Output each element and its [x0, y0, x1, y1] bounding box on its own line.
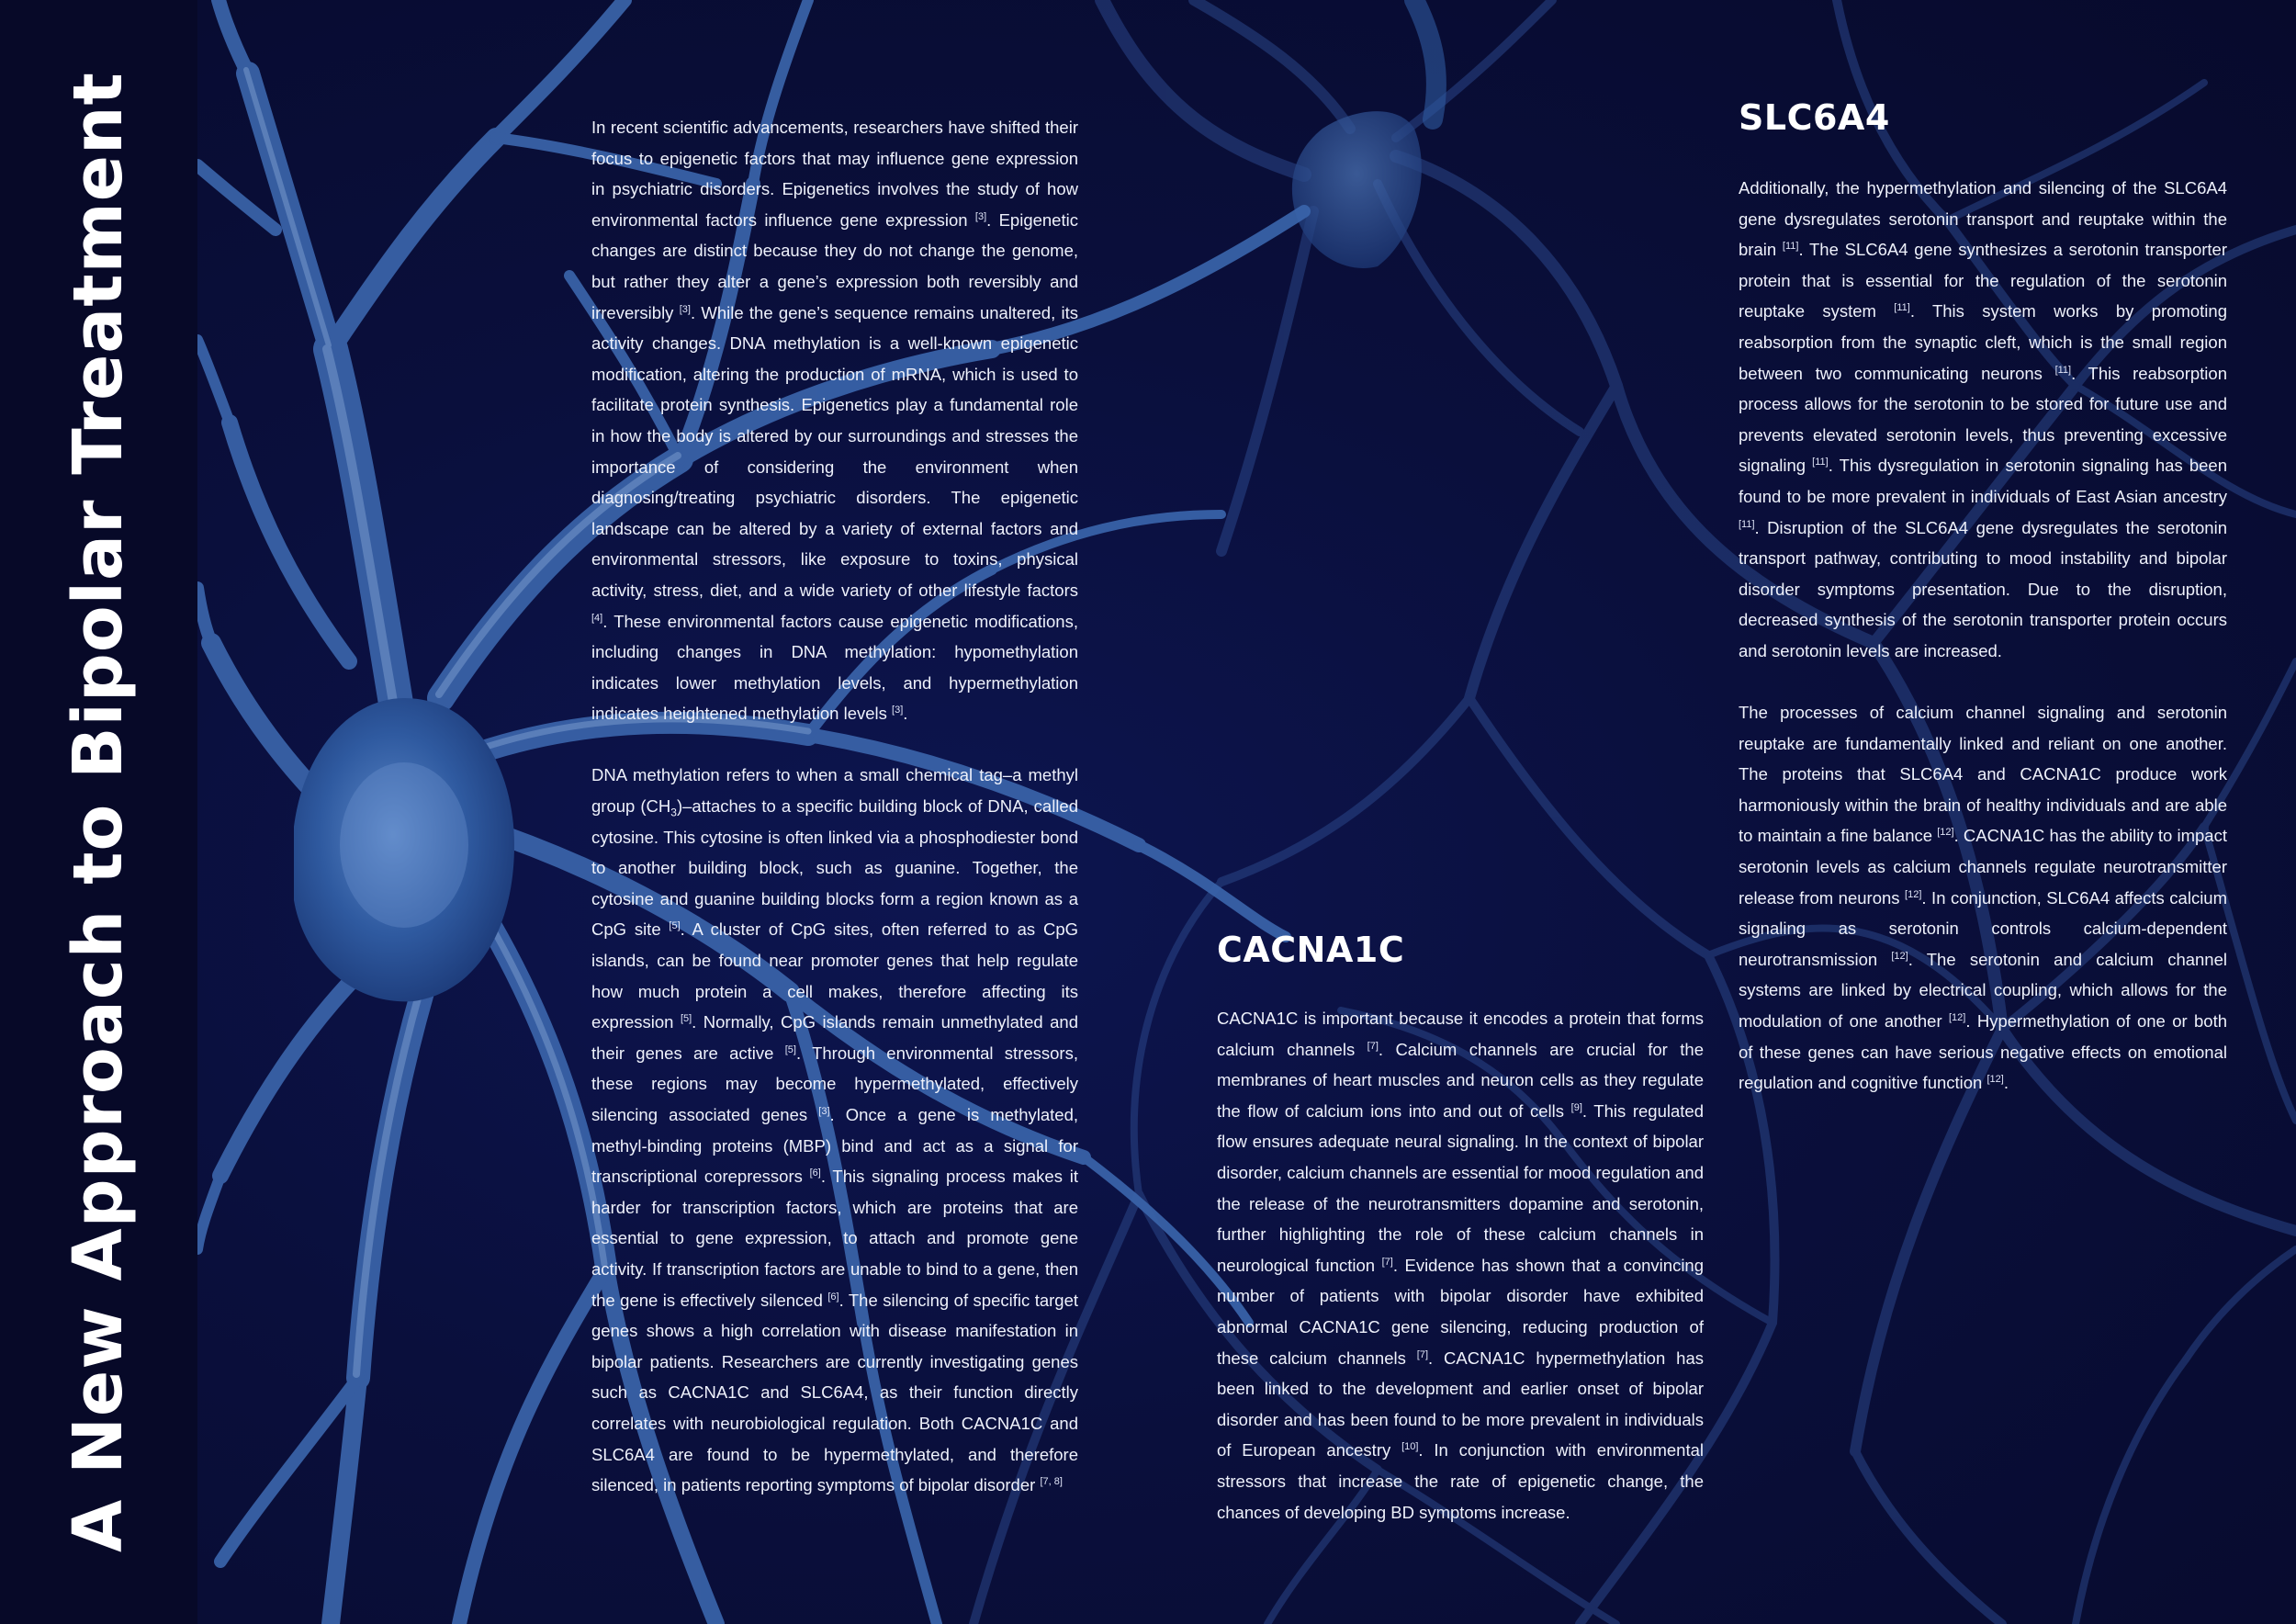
text-run: . Epigenetic changes are distinct because they do not change the genome, but rather they alter a gene’s expression both reversibly and irreversibly — [591, 209, 1078, 322]
text-run: DNA methylation refers to when a small chemical tag–a methyl group (CH — [591, 765, 1078, 817]
text-run: . CACNA1C hypermethylation has been linked to the development and earlier onset of bipolar disorder and has been found to be more prevalent in individuals of European ancestry — [1217, 1348, 1704, 1460]
interaction-paragraph — [1739, 697, 2227, 1099]
slc6a4-paragraph — [1739, 173, 2227, 667]
text-run: . — [2003, 1073, 2009, 1093]
text-run: . Disruption of the SLC6A4 gene dysregulates the serotonin transport pathway, contributing to mood instability and bipolar disorder symptoms presentation. Due to the disruption, decreased synthesis of the serotonin transporter protein occurs and serotonin levels are increased. — [1739, 517, 2227, 660]
text-run: . CACNA1C has the ability to impact serotonin levels as calcium channels regulate neurotransmitter release from neurons — [1739, 826, 2227, 908]
citation-ref: [3] — [974, 210, 987, 222]
citation-ref: [11] — [1782, 241, 1799, 253]
text-run: . In conjunction, SLC6A4 affects calcium signaling as serotonin controls calcium-dependent neurotransmission — [1739, 887, 2228, 969]
text-run: . Calcium channels are crucial for the membranes of heart muscles and neuron cells as they regulate the flow of calcium ions into and out of cells — [1217, 1039, 1705, 1121]
text-run: . This signaling process makes it harder for transcription factors, which are proteins that are essential to gene expression, to attach and promote gene activity. If transcription factors are unable to bind to a gene, then the gene is effectively silenced — [591, 1167, 1078, 1310]
citation-ref: [11] — [2054, 364, 2072, 376]
cacna1c-column — [1217, 1003, 1704, 1528]
citation-ref: [12] — [1905, 888, 1922, 900]
citation-ref: [10] — [1401, 1441, 1419, 1453]
citation-ref: [11] — [1739, 518, 1755, 530]
text-run: . Hypermethylation of one or both of these genes can have serious negative effects on emotional regulation and cognitive function — [1739, 1011, 2228, 1093]
citation-ref: [9] — [1570, 1101, 1582, 1113]
citation-ref: [4] — [591, 612, 603, 624]
text-run: . Once a gene is methylated, methyl-binding proteins (MBP) bind and act as a signal for transcriptional corepressors — [591, 1105, 1078, 1187]
citation-ref: [7] — [1416, 1348, 1428, 1360]
text-run: In recent scientific advancements, researchers have shifted their focus to epigenetic factors that may influence gene expression in psychiatric disorders. Epigenetics involves the study of how environmental factors influence gene expression — [591, 118, 1078, 230]
citation-ref: [3] — [818, 1105, 830, 1117]
neuron-soma-2 — [1292, 0, 1436, 268]
citation-ref: [12] — [1949, 1011, 1966, 1023]
citation-ref: [6] — [809, 1167, 821, 1179]
subscript: 3 — [670, 806, 677, 819]
text-run: . Through environmental stressors, these regions may become hypermethylated, effectively silencing associated genes — [591, 1043, 1078, 1124]
text-run: . While the gene’s sequence remains unaltered, its activity changes. DNA methylation is a well-known epigenetic modification, altering the production of mRNA, which is used to facilitate protein synthesis. Epigenetics play a fundamental role in how the body is altered by our surroundings and stresses the importance of considering the environment when diagnosing/treating psychiatric disorders. The epigenetic landscape can be altered by a variety of external factors and environmental stressors, like exposure to toxins, physical activity, stress, diet, and a wide variety of other lifestyle factors — [591, 302, 1079, 600]
intro-paragraph — [591, 112, 1078, 729]
citation-ref: [3] — [679, 303, 691, 315]
citation-ref: [11] — [1894, 302, 1910, 314]
citation-ref: [12] — [1937, 827, 1954, 839]
dna-methylation-paragraph — [591, 760, 1078, 1500]
citation-ref: [5] — [669, 920, 681, 932]
citation-ref: [5] — [680, 1013, 692, 1025]
text-run: . This system works by promoting reabsorption from the synaptic cleft, which is the small region between two communicating neurons — [1739, 301, 2227, 383]
text-run: . — [903, 704, 908, 724]
text-run: Additionally, the hypermethylation and silencing of the SLC6A4 gene dysregulates serotonin transport and reuptake within the brain — [1739, 178, 2227, 260]
citation-ref: [6] — [827, 1291, 839, 1303]
text-run: . Normally, CpG islands remain unmethylated and their genes are active — [591, 1012, 1078, 1063]
slc6a4-column — [1739, 173, 2227, 1099]
text-run: )–attaches to a specific building block of DNA, called cytosine. This cytosine is often linked via a phosphodiester bond to another building block, such as guanine. Together, the cytosine and guanine building blocks form a region known as a CpG site — [591, 796, 1078, 940]
text-run: . Evidence has shown that a convincing number of patients with bipolar disorder have exhibited abnormal CACNA1C gene silencing, reducing production of these calcium channels — [1217, 1255, 1705, 1368]
citation-ref: [5] — [784, 1043, 796, 1055]
text-run: . In conjunction with environmental stressors that increase the rate of epigenetic change, the chances of developing BD symptoms increase. — [1217, 1440, 1704, 1522]
neuron-soma — [294, 698, 514, 1001]
title-band — [0, 0, 197, 1624]
citation-ref: [7] — [1381, 1256, 1393, 1268]
text-run: . This regulated flow ensures adequate neural signaling. In the context of bipolar disorder, calcium channels are essential for mood regulation and the release of the neurotransmitters dopamine and serotonin, further highlighting the role of these calcium channels in neurological function — [1217, 1100, 1704, 1275]
cacna1c-paragraph — [1217, 1003, 1704, 1528]
text-run: . This reabsorption process allows for the serotonin to be stored for future use and prevents elevated serotonin levels, thus preventing excessive signaling — [1739, 363, 2227, 476]
citation-ref: [7, 8] — [1040, 1475, 1063, 1487]
text-run: The processes of calcium channel signaling and serotonin reuptake are fundamentally linked and reliant on one another. The proteins that SLC6A4 and CACNA1C produce work harmoniously within the brain of healthy individuals and are able to maintain a fine balance — [1739, 703, 2227, 846]
citation-ref: [7] — [1367, 1040, 1379, 1052]
text-run: . The SLC6A4 gene synthesizes a serotonin transporter protein that is essential for the regulation of the serotonin reuptake system — [1739, 240, 2227, 321]
citation-ref: [3] — [892, 705, 904, 716]
cacna1c-heading: CACNA1C — [1217, 930, 1405, 970]
intro-column — [591, 112, 1078, 1501]
citation-ref: [12] — [1891, 950, 1908, 962]
citation-ref: [11] — [1812, 457, 1829, 468]
text-run: . This dysregulation in serotonin signaling has been found to be more prevalent in individuals of East Asian ancestry — [1739, 456, 2227, 506]
citation-ref: [12] — [1986, 1074, 2004, 1086]
text-run: . These environmental factors cause epigenetic modifications, including changes in DNA methylation: hypomethylation indicates lower methylation levels, and hypermethylation indicates heightened methylation levels — [591, 611, 1078, 724]
text-run: CACNA1C is important because it encodes a protein that forms calcium channels — [1217, 1009, 1704, 1059]
page-title: A New Approach to Bipolar Treatment — [59, 72, 138, 1552]
text-run: . The serotonin and calcium channel systems are linked by electrical coupling, which allows for the modulation of one another — [1739, 949, 2227, 1032]
text-run: . The silencing of specific target genes shows a high correlation with disease manifestation in bipolar patients. Researchers are currently investigating genes such as CACNA1C and SLC6A4, as their function directly correlates with neurobiological regulation. Both CACNA1C and SLC6A4 are found to be hypermethylated, and therefore silenced, in patients reporting symptoms of bipolar disorder — [591, 1290, 1079, 1495]
text-run: . A cluster of CpG sites, often referred to as CpG islands, can be found near promoter genes that help regulate how much protein a cell makes, therefore affecting its expression — [591, 919, 1078, 1032]
slc6a4-heading: SLC6A4 — [1739, 97, 1890, 138]
